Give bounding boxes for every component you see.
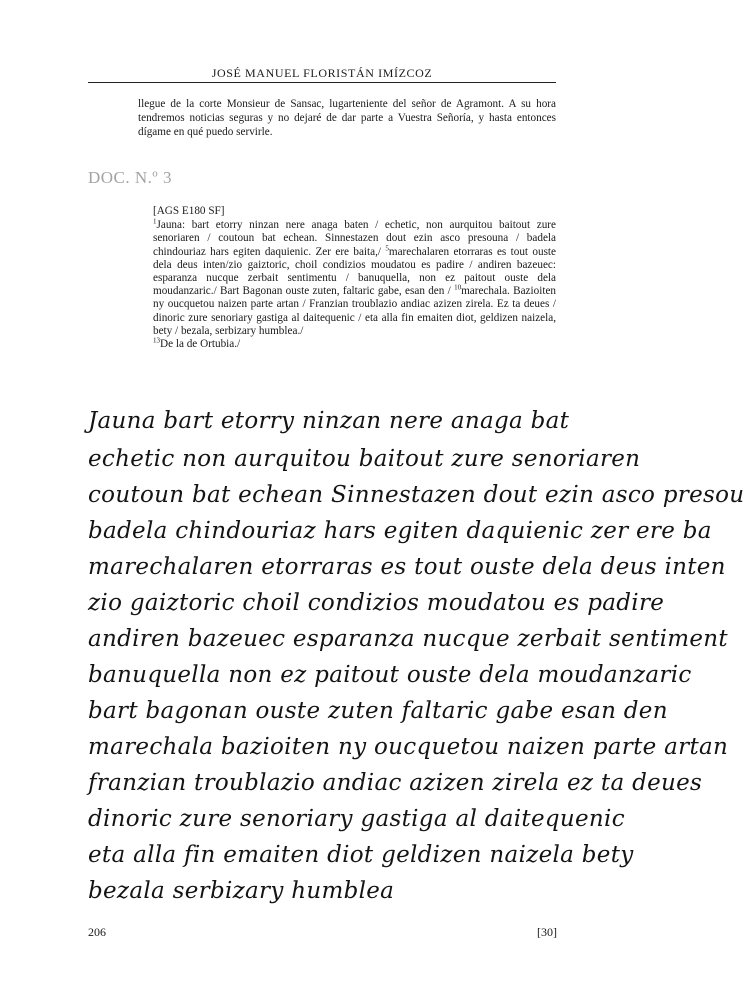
line-marker-5: 5: [385, 243, 389, 252]
manuscript-line: echetic non aurquitou baitout zure senoriaren: [88, 446, 641, 472]
page-reference: [30]: [537, 925, 557, 939]
manuscript-line: bezala serbizary humblea: [88, 878, 395, 904]
transcription-part-a: Jauna: bart etorry ninzan nere anaga baten / echetic, non aurquitou baitout zure senoriaren / coutoun bat echean. Sinnestazen dout ezin asco presouna / badela chindouriaz hars egiten daquienic. Zer ere baita,/: [153, 219, 556, 258]
transcription-part-c: marechala. Bazioiten ny oucquetou naizen parte artan / Franzian troublazio andiac azizen zirela. Ez ta deues / dinoric zure senoriary gastiga al daitequenic / eta alla fin emaiten diot, geldizen naizela, bety / bezala, serbizary humblea./: [153, 285, 557, 337]
document-transcription: [153, 205, 556, 351]
document-title: DOC. N.º 3: [88, 168, 172, 187]
manuscript-line: franzian troublazio andiac azizen zirela ez ta deues: [88, 770, 703, 796]
page-number: 206: [88, 925, 106, 939]
manuscript-line: marechala bazioiten ny oucquetou naizen parte artan: [88, 734, 729, 760]
manuscript-line: badela chindouriaz hars egiten daquienic zer ere ba: [88, 518, 712, 544]
signature-line: [153, 338, 556, 351]
archive-reference: [AGS E180 SF]: [153, 205, 225, 217]
manuscript-line: andiren bazeuec esparanza nucque zerbait sentiment: [88, 626, 728, 652]
manuscript-line: bart bagonan ouste zuten faltaric gabe esan den: [88, 698, 668, 724]
line-marker-13: 13: [153, 336, 160, 345]
line-marker-1: 1: [153, 217, 157, 226]
manuscript-facsimile: [88, 398, 744, 918]
running-header: JOSÉ MANUEL FLORISTÁN IMÍZCOZ: [211, 66, 433, 80]
signature: De la de Ortubia./: [160, 338, 241, 351]
intro-paragraph: llegue de la corte Monsieur de Sansac, lugarteniente del señor de Agramont. A su hora tendremos noticias seguras y no dejaré de dar parte a Vuestra Señoría, y hasta entonces dígame en qué puedo servirle.: [138, 98, 556, 139]
line-marker-10: 10: [454, 283, 462, 292]
header-rule: [88, 82, 556, 83]
manuscript-line: zio gaiztoric choil condizios moudatou es padire: [88, 590, 665, 616]
manuscript-line: marechalaren etorraras es tout ouste dela deus inten: [88, 554, 726, 580]
manuscript-line: banuquella non ez paitout ouste dela moudanzaric: [88, 662, 692, 688]
manuscript-line: coutoun bat echean Sinnestazen dout ezin asco presou: [88, 482, 744, 508]
manuscript-line: eta alla fin emaiten diot geldizen naizela bety: [88, 842, 634, 868]
transcription-text: [153, 219, 556, 338]
manuscript-line: Jauna bart etorry ninzan nere anaga bat: [88, 408, 570, 434]
transcription-part-b: marechalaren etorraras es tout ouste dela deus inten/zio gaiztoric, choil condizios moudatou es padire / andiren bazeuec: esparanza nucque zerbait sentimentu / banuquella, non ez paitout ouste dela moudanzaric./ Bart Bagonan ouste zuten, faltaric gabe, esan den /: [153, 245, 556, 298]
manuscript-line: dinoric zure senoriary gastiga al daitequenic: [88, 806, 625, 832]
